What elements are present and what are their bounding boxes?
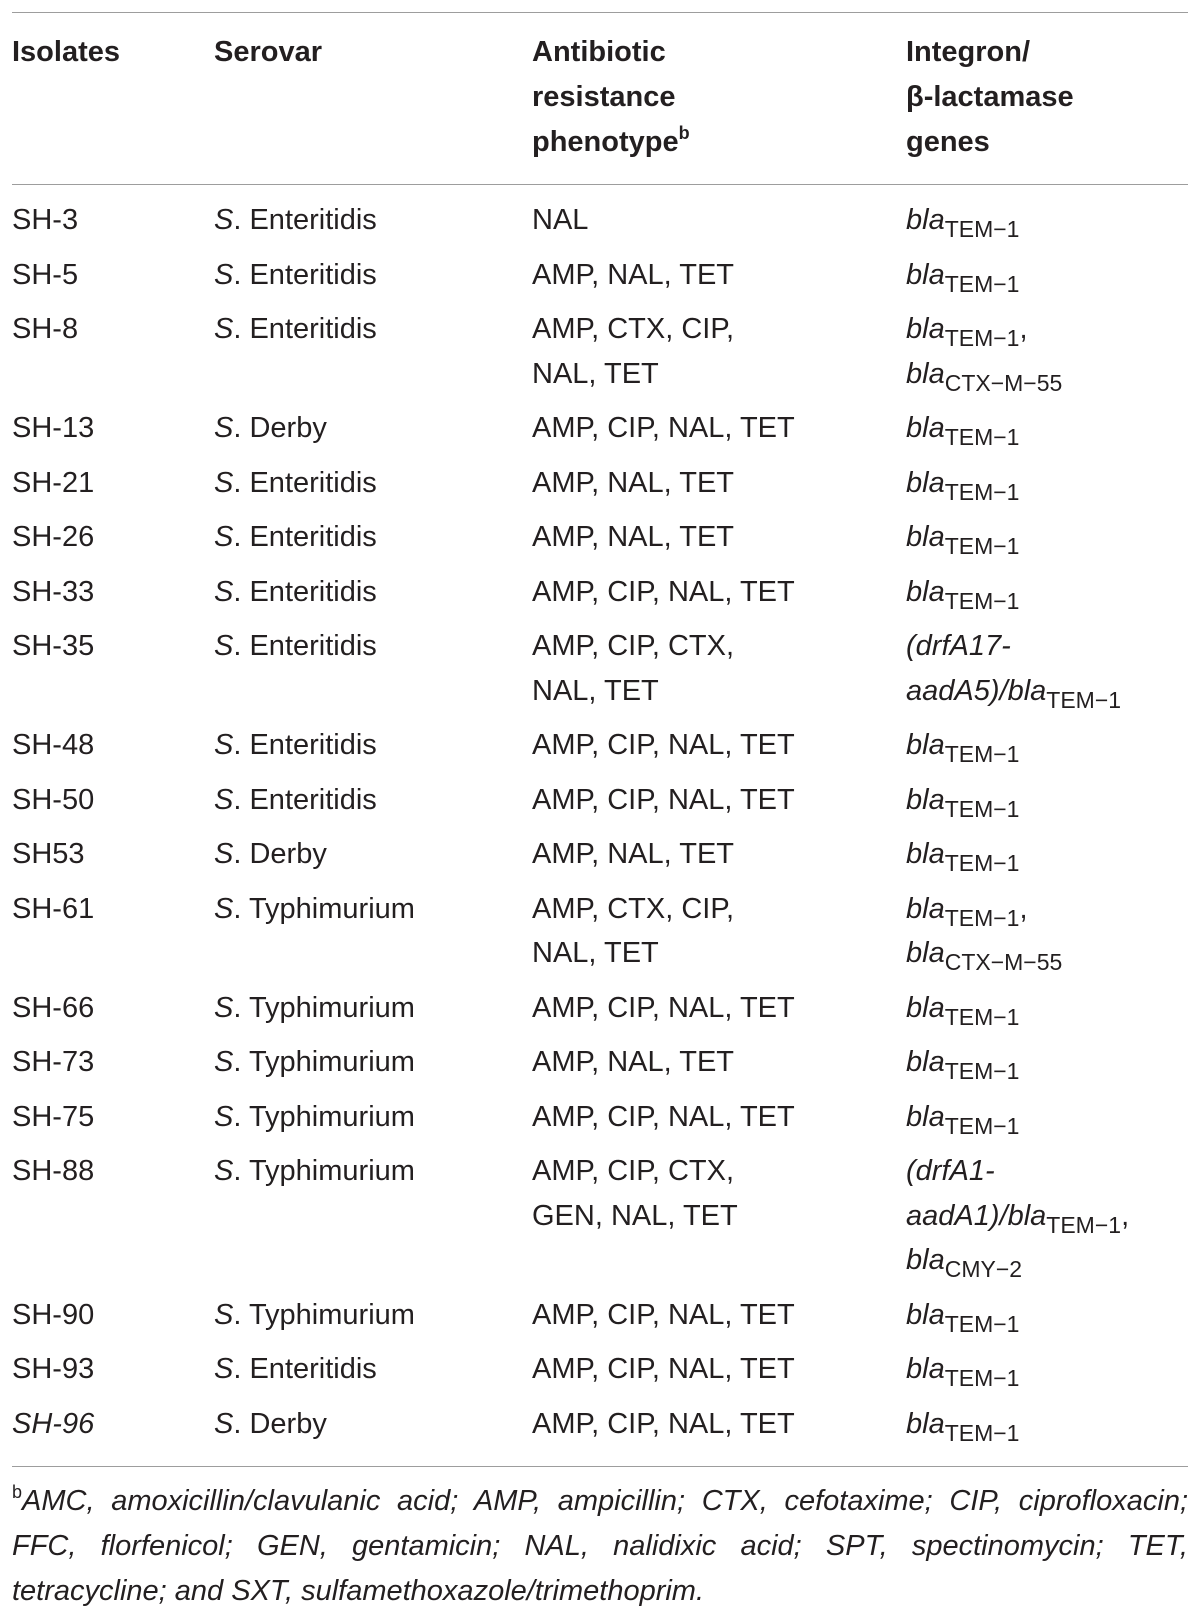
phenotype-cell [532,406,906,461]
serovar-cell: S. Typhimurium [214,892,415,925]
serovar-name: Enteritidis [249,258,377,291]
gene-variant: TEM−1 [944,1419,1020,1446]
gene-variant: TEM−1 [944,424,1020,450]
gene-variant: TEM−1 [1046,1211,1122,1238]
phenotype-line: AMP, CIP, NAL, TET [532,1298,795,1331]
serovar-cell: S. Typhimurium [214,1298,415,1331]
serovar-genus: S [214,204,234,236]
genes-cell [906,624,1188,723]
phenotype-line: AMP, NAL, TET [532,1046,734,1078]
table-row [12,887,1188,986]
serovar-name: Enteritidis [249,1353,377,1385]
gene-name: bla [906,783,945,816]
gene-line [906,461,1188,506]
phenotype-cell [532,1347,906,1402]
table-row [12,1149,1188,1293]
isolate-cell: SH-33 [12,575,95,608]
serovar-genus: S [214,466,234,499]
serovar-cell: S. Enteritidis [214,466,377,499]
serovar-genus: S [214,783,234,816]
phenotype-cell [532,198,906,253]
table-row [12,1347,1188,1402]
isolate-cell: SH-26 [12,521,95,553]
gene-variant: TEM−1 [944,1058,1020,1084]
header-genes-line2: β-lactamase [906,81,1074,113]
gene-line [906,1040,1188,1085]
serovar-cell: S. Enteritidis [214,258,377,291]
gene-name: bla [906,466,945,499]
genes-cell [906,198,1188,253]
phenotype-line: AMP, CIP, CTX, [532,630,734,662]
serovar-name: Typhimurium [248,1046,415,1078]
gene-variant: TEM−1 [944,533,1020,559]
gene-name: bla [906,258,945,291]
phenotype-line: AMP, CIP, NAL, TET [532,1407,795,1440]
serovar-name: Enteritidis [249,466,377,499]
serovar-cell: S. Derby [214,412,327,444]
gene-variant: TEM−1 [944,270,1020,297]
genes-cell [906,1149,1188,1293]
gene-variant: TEM−1 [944,1003,1020,1030]
table-row [12,570,1188,625]
serovar-cell: S. Typhimurium [214,1155,415,1187]
gene-variant: TEM−1 [944,1112,1020,1139]
serovar-genus: S [214,1353,234,1385]
serovar-cell: S. Typhimurium [214,991,415,1024]
gene-line [906,1238,1188,1283]
gene-name: bla [906,1353,945,1385]
phenotype-cell [532,1095,906,1150]
table-row [12,406,1188,461]
phenotype-line: AMP, NAL, TET [532,838,734,870]
header-genes-line1: Integron/ [906,36,1031,68]
gene-line [906,986,1188,1031]
gene-name: bla [906,1046,945,1078]
table-row [12,515,1188,570]
gene-prefix: (drfA17- [906,630,1011,662]
gene-variant: TEM−1 [944,850,1020,876]
serovar-genus: S [214,575,234,608]
isolate-cell: SH-90 [12,1298,95,1331]
phenotype-cell [532,1149,906,1293]
serovar-cell: S. Enteritidis [214,575,377,608]
header-isolates: Isolates [12,36,120,68]
gene-variant: TEM−1 [944,325,1020,351]
isolate-cell: SH-48 [12,729,95,761]
isolate-cell: SH-8 [12,313,79,345]
phenotype-cell [532,1040,906,1095]
gene-name: bla [906,1244,945,1276]
gene-line [906,1293,1188,1338]
phenotype-cell [532,624,906,723]
isolate-cell: SH-21 [12,466,95,499]
serovar-genus: S [214,838,234,870]
table-row [12,253,1188,308]
serovar-name: Enteritidis [249,729,377,761]
isolate-cell: SH-75 [12,1100,95,1133]
isolate-cell: SH-96 [12,1407,95,1440]
gene-name: bla [906,357,945,390]
footnote-text: AMC, amoxicillin/clavulanic acid; AMP, ampicillin; CTX, cefotaxime; CIP, ciprofloxacin; FFC, florfenicol; GEN, gentamicin; NAL, nalidixic acid; SPT, spectinomycin; TET, tetracycline; and SXT, sulfamethoxazole/trimethoprim. [12,1485,1188,1607]
gene-variant: TEM−1 [944,1310,1020,1337]
gene-prefix: (drfA1- [906,1155,995,1187]
gene-suffix: , [1019,892,1028,925]
gene-name: bla [906,991,945,1024]
genes-cell [906,515,1188,570]
serovar-name: Derby [249,1407,327,1440]
phenotype-line: AMP, NAL, TET [532,466,734,499]
table-body [12,198,1188,1456]
phenotype-line: AMP, CTX, CIP, [532,892,734,925]
serovar-genus: S [214,313,234,345]
table-row [12,1095,1188,1150]
serovar-cell: S. Derby [214,1407,327,1440]
genes-cell [906,778,1188,833]
genes-cell [906,1347,1188,1402]
phenotype-cell [532,778,906,833]
header-rule [12,184,1188,185]
table-row [12,1402,1188,1457]
genes-cell [906,723,1188,778]
isolate-cell: SH-5 [12,258,79,291]
isolate-cell: SH-50 [12,783,95,816]
genes-cell [906,253,1188,308]
phenotype-cell [532,570,906,625]
bottom-rule [12,1466,1188,1467]
phenotype-line: GEN, NAL, TET [532,1199,738,1232]
serovar-name: Typhimurium [248,892,415,925]
top-rule [12,12,1188,13]
footnote [12,1479,1188,1614]
gene-name: bla [906,204,945,236]
serovar-cell: S. Typhimurium [214,1100,415,1133]
genes-cell [906,570,1188,625]
serovar-cell: S. Enteritidis [214,783,377,816]
gene-prefix: aadA1)/ [906,1199,1008,1232]
serovar-name: Derby [249,838,327,870]
gene-variant: CTX−M−55 [944,949,1063,975]
header-phenotype-text: phenotype [532,126,679,158]
phenotype-cell [532,832,906,887]
serovar-genus: S [214,630,234,662]
phenotype-line: NAL, TET [532,674,659,707]
phenotype-cell [532,515,906,570]
table-row [12,778,1188,833]
serovar-name: Enteritidis [249,204,377,236]
gene-line [906,931,1188,976]
gene-line [906,1194,1188,1239]
serovar-cell: S. Enteritidis [214,1353,377,1385]
genes-cell [906,307,1188,406]
phenotype-cell [532,253,906,308]
serovar-cell: S. Enteritidis [214,521,377,553]
table-row [12,1293,1188,1348]
genes-cell [906,461,1188,516]
phenotype-cell [532,461,906,516]
table-row [12,832,1188,887]
serovar-name: Enteritidis [249,521,377,553]
serovar-genus: S [214,892,234,925]
header-phenotype-line3 [532,120,690,165]
gene-line [906,832,1188,877]
serovar-cell: S. Typhimurium [214,1046,415,1078]
phenotype-cell [532,723,906,778]
serovar-name: Enteritidis [249,575,377,608]
phenotype-line: AMP, CIP, NAL, TET [532,575,795,608]
serovar-name: Enteritidis [249,630,377,662]
table-row [12,1040,1188,1095]
gene-name: bla [906,412,945,444]
phenotype-line: AMP, CTX, CIP, [532,313,734,345]
gene-variant: TEM−1 [944,741,1020,767]
genes-cell [906,1040,1188,1095]
isolate-cell: SH-3 [12,204,79,236]
serovar-name: Derby [249,412,327,444]
gene-name: bla [906,1298,945,1331]
phenotype-line: AMP, CIP, NAL, TET [532,412,795,444]
table-row [12,198,1188,253]
isolate-cell: SH-88 [12,1155,95,1187]
gene-suffix: , [1019,313,1028,345]
gene-line [906,1149,1188,1194]
phenotype-cell [532,1402,906,1457]
isolate-cell: SH-93 [12,1353,95,1385]
gene-name: bla [906,575,945,608]
table-row [12,461,1188,516]
phenotype-cell [532,307,906,406]
genes-cell [906,1095,1188,1150]
gene-variant: TEM−1 [944,904,1020,931]
gene-line [906,1095,1188,1140]
header-phenotype [532,30,690,165]
gene-name: bla [906,838,945,870]
gene-variant: TEM−1 [944,795,1020,822]
isolates-table [12,198,1188,1456]
genes-cell [906,1402,1188,1457]
isolate-cell: SH-61 [12,892,95,925]
isolate-cell: SH-73 [12,1046,95,1078]
gene-line [906,406,1188,451]
gene-name: bla [906,892,945,925]
gene-line [906,723,1188,768]
gene-name: bla [906,521,945,553]
phenotype-line: AMP, NAL, TET [532,521,734,553]
phenotype-line: NAL, TET [532,937,659,969]
serovar-cell: S. Enteritidis [214,204,377,236]
header-serovar: Serovar [214,36,323,68]
serovar-cell: S. Enteritidis [214,729,377,761]
header-phenotype-footnote-mark: b [678,123,690,143]
phenotype-line: AMP, CIP, NAL, TET [532,729,795,761]
footnote-mark: b [12,1482,23,1502]
phenotype-line: AMP, CIP, NAL, TET [532,991,795,1024]
gene-line [906,1402,1188,1447]
isolate-cell: SH-35 [12,630,95,662]
gene-name: bla [906,313,945,345]
phenotype-line: AMP, CIP, NAL, TET [532,1353,795,1385]
serovar-genus: S [214,1046,234,1078]
serovar-cell: S. Derby [214,838,327,870]
gene-line [906,887,1188,932]
table-row [12,307,1188,406]
gene-variant: TEM−1 [1046,686,1122,713]
serovar-name: Typhimurium [248,1155,415,1187]
serovar-genus: S [214,1407,234,1440]
phenotype-cell [532,986,906,1041]
serovar-name: Enteritidis [249,783,377,816]
gene-variant: TEM−1 [944,587,1020,614]
table-row [12,624,1188,723]
phenotype-cell [532,887,906,986]
header-genes [906,30,1074,165]
gene-suffix: , [1121,1199,1130,1232]
isolate-cell: SH-13 [12,412,95,444]
gene-variant: CMY−2 [944,1256,1023,1282]
gene-line [906,198,1188,243]
phenotype-line: AMP, CIP, NAL, TET [532,783,795,816]
serovar-genus: S [214,991,234,1024]
serovar-name: Typhimurium [248,991,415,1024]
genes-cell [906,406,1188,461]
phenotype-line: NAL, TET [532,357,659,390]
serovar-genus: S [214,521,234,553]
genes-cell [906,986,1188,1041]
header-phenotype-line2: resistance [532,81,676,113]
gene-name: bla [906,1100,945,1133]
serovar-genus: S [214,1100,234,1133]
gene-line [906,515,1188,560]
isolate-cell: SH-66 [12,991,95,1024]
genes-cell [906,832,1188,887]
gene-line [906,624,1188,669]
table-row [12,986,1188,1041]
gene-line [906,307,1188,352]
genes-cell [906,1293,1188,1348]
header-phenotype-line1: Antibiotic [532,36,666,68]
table-row [12,723,1188,778]
serovar-genus: S [214,729,234,761]
gene-line [906,570,1188,615]
phenotype-line: NAL [532,204,589,236]
phenotype-cell [532,1293,906,1348]
gene-prefix: aadA5)/ [906,674,1008,707]
gene-line [906,669,1188,714]
serovar-genus: S [214,1155,234,1187]
serovar-name: Enteritidis [249,313,377,345]
serovar-genus: S [214,412,234,444]
gene-line [906,253,1188,298]
isolate-cell: SH53 [12,838,85,870]
gene-variant: TEM−1 [944,1365,1020,1391]
serovar-genus: S [214,1298,234,1331]
phenotype-line: AMP, NAL, TET [532,258,734,291]
gene-line [906,1347,1188,1392]
gene-variant: CTX−M−55 [944,369,1063,396]
serovar-genus: S [214,258,234,291]
serovar-cell: S. Enteritidis [214,630,377,662]
phenotype-line: AMP, CIP, NAL, TET [532,1100,795,1133]
gene-line [906,778,1188,823]
gene-name: bla [906,729,945,761]
phenotype-line: AMP, CIP, CTX, [532,1155,734,1187]
serovar-name: Typhimurium [248,1100,415,1133]
header-genes-line3: genes [906,126,990,158]
gene-variant: TEM−1 [944,216,1020,242]
gene-name: bla [1007,674,1047,707]
gene-name: bla [906,937,945,969]
serovar-cell: S. Enteritidis [214,313,377,345]
genes-cell [906,887,1188,986]
gene-name: bla [906,1407,945,1440]
gene-name: bla [1007,1199,1047,1232]
gene-line [906,352,1188,397]
gene-variant: TEM−1 [944,478,1020,505]
serovar-name: Typhimurium [248,1298,415,1331]
